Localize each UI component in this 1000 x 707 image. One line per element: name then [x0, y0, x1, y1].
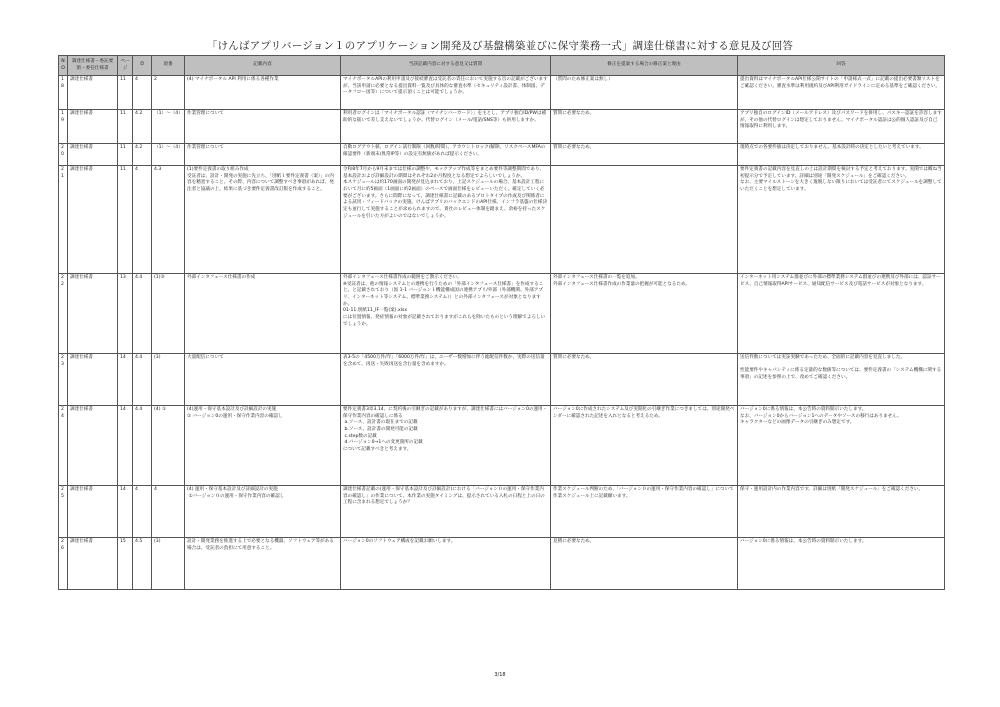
- row-page-text: 14: [120, 487, 126, 492]
- row-item-text: (3): [154, 355, 161, 360]
- row-proposal-text: バージョン0に作成されたシステム及び実開化の引継ぎ作業につきましては、別途開発ベンダーに確認された記述を入れとなると考えるため。: [553, 407, 735, 419]
- row-no-text: 18: [61, 77, 64, 89]
- row-item: [152, 406, 185, 486]
- row-chapter: [133, 274, 152, 354]
- table-header-row: [59, 56, 945, 76]
- table-row: [59, 144, 945, 166]
- row-item: [152, 486, 185, 538]
- row-item-text: 4.3: [154, 167, 162, 172]
- row-proposal: [551, 538, 738, 590]
- row-answer-text: 保守・運用設計内の作業内容です。詳細は別紙「開発スケジュール」をご確認ください。: [740, 487, 924, 492]
- document-title: 「けんばアプリバージョン１のアプリケーション開発及び基盤構築並びに保守業務一式」調達仕様書に対する意見及び回答: [206, 40, 794, 52]
- row-chapter-text: 4: [135, 77, 138, 82]
- row-proposal-text: 質問に必要なため。: [553, 111, 595, 116]
- row-content: [185, 144, 341, 166]
- row-page: [118, 166, 133, 274]
- row-page-text: 11: [120, 145, 126, 150]
- row-question: [341, 274, 551, 354]
- row-doc: [68, 486, 118, 538]
- row-page: [118, 486, 133, 538]
- row-proposal-text: 質問に必要なため。: [553, 145, 595, 150]
- header-chapter: 章: [133, 56, 152, 76]
- row-proposal: [551, 274, 738, 354]
- row-proposal: [551, 406, 738, 486]
- row-question: [341, 538, 551, 590]
- table-row: [59, 406, 945, 486]
- row-page-text: 14: [120, 355, 126, 360]
- row-answer: [738, 538, 945, 590]
- row-doc: [68, 354, 118, 406]
- row-answer: [738, 76, 945, 110]
- row-item-text: (4) ①: [154, 407, 167, 412]
- row-doc-text: 調達仕様書: [70, 275, 93, 280]
- row-question-text: バージョン0のソフトウェア構成を記載お願いします。: [343, 539, 456, 544]
- row-no: [59, 538, 68, 590]
- row-no-text: 26: [61, 539, 64, 551]
- row-doc: [68, 406, 118, 486]
- row-item: [152, 76, 185, 110]
- row-no-text: 23: [61, 355, 64, 367]
- row-question-text: 令和8年7月から9月末までは仕様の調整や、モックアップ作成等をまとめ要件等調整期間であり、基本設計および詳細設計の期間はそれぞれ2か月程度となる想定でよろしいでしょうか。 本スケジュールは約170画面の開発が見込まれており、上記スケジュールの場合、基本設計工程において月に約5画面（1画面に約2画面）のペースで画面仕様をレビューいただく。確定していく必要がございます。さらに間際になって、調達仕様書に記載のあるプロトタイプの作成及び関係者による試用・フィードバックの実施、けんばアプリのバックエンドのAPI仕様、インフラ基盤の仕様決定も並行して実施することが求められますので、貴社のレビュー体制を踏まえ、余裕を持ったスケジュールを引いた方がよいのではないでしょうか。: [343, 167, 548, 219]
- row-page-text: 11: [120, 77, 126, 82]
- row-content: [185, 538, 341, 590]
- row-question: [341, 354, 551, 406]
- row-page-text: 11: [120, 167, 126, 172]
- row-content-text: (4) マイナポータル API 利用に係る各種作業: [187, 77, 279, 82]
- table-row: [59, 538, 945, 590]
- row-content: [185, 166, 341, 274]
- row-proposal-text: 見積に必要なため。: [553, 539, 595, 544]
- row-doc-text: 調達仕様書: [70, 355, 93, 360]
- row-doc: [68, 538, 118, 590]
- row-content: [185, 110, 341, 144]
- row-page-text: 15: [120, 539, 126, 544]
- row-question-text: 外部インタフェース仕様書作成の範囲をご教示ください。 ※受託者は、他の情報システムとの連携を行うための「外部インタフェース仕様書」を作成すること。と記載されており（図 1-1 バージョン１機能構成図の連携アプリ/外部（外部機関、外部アプリ、インターネット等システム、標準業務システム））との外部インタフェースが対象となりますか。 01-11.別紙11_IF一覧(案).xlsx には位置情報、発症情報の対象が記載されておりますがこれらを除いたものという理解でよろしいでしょうか。: [343, 275, 546, 327]
- row-content: [185, 486, 341, 538]
- row-answer-text: 送信件数については実証実験であったため、全面的に記載内容を見直しました。 性能要件やキャパシティに係る定量的な数値等については、要件定義書の「システム機構に関する事項」の記述を参照の上で、改めてご確認ください。: [740, 355, 942, 380]
- row-doc-text: 調達仕様書: [70, 487, 93, 492]
- row-page: [118, 110, 133, 144]
- row-question: [341, 486, 551, 538]
- row-chapter-text: 4.2: [135, 145, 143, 150]
- row-content: [185, 406, 341, 486]
- row-item-text: （1）～（4）: [154, 145, 183, 150]
- table-row: [59, 76, 945, 110]
- row-proposal: [551, 110, 738, 144]
- row-proposal: [551, 76, 738, 110]
- row-answer-text: バージョン0に係る情報は、本公告時の資料開示いたします。: [740, 539, 867, 544]
- row-no: [59, 166, 68, 274]
- row-page: [118, 354, 133, 406]
- row-content-text: 大量配信について: [187, 355, 224, 360]
- row-chapter-text: 4.2: [135, 111, 143, 116]
- row-answer-text: バージョン0に係る情報は、本公告時の資料開示いたします。 なお、バージョン0からバージョン1へのデータやソースの移行はありません。 キャラクターなどの画像データの引継ぎのみ想定です。: [740, 407, 902, 426]
- row-chapter-text: 4: [135, 487, 138, 492]
- row-question-text: 表3-5の「4500万件/年」「6000万件/年」は、ユーザー数増加に伴う総配信件数か、実際の送信量を含めて、再送・失敗再送を含む量を含めますか。: [343, 355, 545, 367]
- row-item-text: (1)③: [154, 275, 165, 280]
- row-doc: [68, 76, 118, 110]
- row-no-text: 25: [61, 487, 64, 499]
- row-content: [185, 354, 341, 406]
- row-question: [341, 166, 551, 274]
- row-item: [152, 110, 185, 144]
- row-no-text: 21: [61, 167, 64, 179]
- row-content-text: (4) 運用・保守基本設計及び詳細設計の実施 ①バージョン０の運用・保守作業内容の確認し: [187, 487, 285, 499]
- row-chapter: [133, 166, 152, 274]
- row-answer-text: 提出資料はマイナポータルAPI仕様公開サイトの「申請様式一式」に記載の提出必要書類リストをご確認ください。審査水準は利用規約及びAPI利用ガイドラインに定める基準をご確認ください。: [740, 77, 940, 89]
- row-page: [118, 406, 133, 486]
- row-no: [59, 486, 68, 538]
- table-row: [59, 166, 945, 274]
- row-proposal: [551, 144, 738, 166]
- row-answer-text: アプリ独自のログインID（メールアドレス）及びパスワードを併用し、パスキー認証を許容しますが、その他の代替ログインは想定しておりません。マイナポータル認証は公的個人認証及び自己情報取得に利用します。: [740, 111, 942, 130]
- row-chapter: [133, 354, 152, 406]
- header-question: 当該記載内容に対する意見又は質問: [341, 56, 551, 76]
- row-doc: [68, 144, 118, 166]
- header-content: 記載内容: [185, 56, 341, 76]
- row-item-text: （1）～（4）: [154, 111, 183, 116]
- row-proposal-text: 質問に必要なため。: [553, 355, 595, 360]
- row-page-text: 11: [120, 111, 126, 116]
- row-proposal: [551, 354, 738, 406]
- row-proposal-text: （質問のため修正案は無し）: [553, 77, 613, 82]
- table-row: [59, 486, 945, 538]
- row-chapter-text: 4: [135, 167, 138, 172]
- row-question: [341, 110, 551, 144]
- row-no: [59, 110, 68, 144]
- header-item: 項番: [152, 56, 185, 76]
- row-answer: [738, 406, 945, 486]
- row-page-text: 14: [120, 407, 126, 412]
- row-content-text: 作業管理について: [187, 111, 224, 116]
- row-question: [341, 144, 551, 166]
- row-chapter-text: 4.4: [135, 407, 143, 412]
- row-proposal: [551, 166, 738, 274]
- row-answer: [738, 144, 945, 166]
- row-doc-text: 調達仕様書: [70, 167, 93, 172]
- row-answer-text: インターネット用システム群並びに外部の標準業務システム群並びの連携及び外部には、認証サービス、自己情報取得APIサービス、通知配信サービス及び電話サービスが対象となります。: [740, 275, 941, 287]
- row-no-text: 24: [61, 407, 64, 419]
- row-content-text: 作業管理について: [187, 145, 224, 150]
- row-question-text: 利用者ログインは「マイナポータル認証（マイナンバーカード）」を主とし、アプリ独自ID/PWは補助的な扱いで差し支えないでしょうか。代替ログイン（メール/電話/SNS等）も併用しますか。: [343, 111, 547, 123]
- row-item: [152, 274, 185, 354]
- row-no: [59, 406, 68, 486]
- row-item-text: 4: [154, 487, 157, 492]
- row-doc: [68, 166, 118, 274]
- row-doc-text: 調達仕様書: [70, 539, 93, 544]
- row-chapter-text: 4.5: [135, 539, 143, 544]
- row-page: [118, 274, 133, 354]
- row-no-text: 20: [61, 145, 64, 157]
- row-item: [152, 538, 185, 590]
- row-doc-text: 調達仕様書: [70, 111, 93, 116]
- row-answer-text: 要件定義書の記載内容を見直しの上は設計期間を検討する予定と考えております。実開では概ね当初提示分で予定しています。詳細は別途「開発スケジュール」をご確認ください。 なお、主要マイルストーンを大きく逸脱しない限りにおいては受託者にてスケジュールを調整していただくことを想定しています。: [740, 167, 942, 192]
- table-row: [59, 110, 945, 144]
- header-page: ページ: [118, 56, 133, 76]
- row-no: [59, 76, 68, 110]
- row-answer: [738, 274, 945, 354]
- row-question-text: マイナポータルAPIの利用申請及び接続審査は受託者の責任において実施する旨の記載がございますが、当該申請に必要となる提出資料一覧及び具体的な審査水準（セキュリティ設計書、体制図、データフロー図等）について提示頂くことは可能でしょうか。: [343, 77, 548, 96]
- row-chapter: [133, 76, 152, 110]
- row-answer: [738, 166, 945, 274]
- row-no-text: 22: [61, 275, 64, 287]
- row-proposal: [551, 486, 738, 538]
- row-no: [59, 274, 68, 354]
- row-proposal-text: 外部インタフェース仕様書の一覧を追加。 外部インタフェース仕様書作成の作業量の把握が可能となるため。: [553, 275, 690, 287]
- header-proposal: 修正を提案する場合の修正案と理由: [551, 56, 738, 76]
- opinion-answer-table: [58, 55, 945, 590]
- row-content: [185, 274, 341, 354]
- row-item: [152, 144, 185, 166]
- row-question: [341, 76, 551, 110]
- row-chapter-text: 4.4: [135, 275, 143, 280]
- row-doc: [68, 274, 118, 354]
- row-item: [152, 166, 185, 274]
- row-content-text: 外部インタフェース仕様書の作成: [187, 275, 256, 280]
- header-answer: 回答: [738, 56, 945, 76]
- row-question-text: 自動ログアウト値、ログイン試行制限（回数/時間）、アカウントロック/解除、リスクベースMFAの確認要件（新端末/異常IP等）の設定有無値があれば提示ください。: [343, 145, 546, 157]
- table-row: [59, 274, 945, 354]
- row-chapter: [133, 406, 152, 486]
- row-chapter: [133, 486, 152, 538]
- row-no: [59, 144, 68, 166]
- table-row: [59, 354, 945, 406]
- row-content-text: 設計・開発業務を推進する上で必要となる機器、ソフトウェア等がある場合は、受託者の負担にて用意すること。: [187, 539, 334, 551]
- row-answer: [738, 354, 945, 406]
- row-doc-text: 調達仕様書: [70, 77, 93, 82]
- page-number: 3/18: [494, 672, 506, 678]
- row-question-text: 要件定義書3章3.14、に契約後の引継ぎの記載がありますが、調達仕様書にはバージョン0の運用・保守作業内容の確認しに係る a.ソース、設計書の現在までの記載 b.ソース、設計書の開発可能の記載 c.step数の記載 d.バージョン0→1への変更箇所の記載 について記載すべきと考えます。: [343, 407, 548, 452]
- row-no: [59, 354, 68, 406]
- row-page: [118, 144, 133, 166]
- row-chapter: [133, 144, 152, 166]
- row-answer: [738, 486, 945, 538]
- row-answer-text: 現時点での各要件値は決定しておりません。基本設計時の決定としたいと考えています。: [740, 145, 924, 150]
- row-proposal-text: 作業スケジュール判断のため、「バージョン０の運用・保守作業内容の確認し」について作業スケジュール上に記載願います。: [553, 487, 734, 499]
- row-answer: [738, 110, 945, 144]
- row-question: [341, 406, 551, 486]
- row-item: [152, 354, 185, 406]
- row-content-text: (1)要件定義書の取り組み作成 受託者は、設計・開発の実施に先立ち、「別紙１要件定義書（案）」の内容を精査すること。その際、内容について調整すべき事項があれば、発注者と協議の上、結果に基づき要件定義書改訂版を作成すること。: [187, 167, 334, 192]
- row-no-text: 19: [61, 111, 64, 123]
- row-chapter: [133, 110, 152, 144]
- row-content-text: (4)運用・保守基本設計及び詳細設計の実施 ① バージョン0の運用・保守作業内容の確認し: [187, 407, 283, 419]
- row-doc-text: 調達仕様書: [70, 407, 93, 412]
- row-page: [118, 538, 133, 590]
- row-item-text: 2: [154, 77, 157, 82]
- row-doc-text: 調達仕様書: [70, 145, 93, 150]
- row-doc: [68, 110, 118, 144]
- row-question-text: 調達仕様書記載の(運用・保守基本設計及び詳細設計)における「バージョン０の運用・保守作業内容の確認し」の作業について、本作業の実施タイミングは、提示されている入札の日程と上の日の工程に含まれる想定でしょうか？: [343, 487, 545, 506]
- row-page: [118, 76, 133, 110]
- row-chapter: [133, 538, 152, 590]
- row-item-text: (3): [154, 539, 161, 544]
- header-no: NO: [59, 56, 68, 76]
- row-page-text: 13: [120, 275, 126, 280]
- row-chapter-text: 4.4: [135, 355, 143, 360]
- row-content: [185, 76, 341, 110]
- header-doc: 調達仕様書・委託要領・委任仕様書: [68, 56, 118, 76]
